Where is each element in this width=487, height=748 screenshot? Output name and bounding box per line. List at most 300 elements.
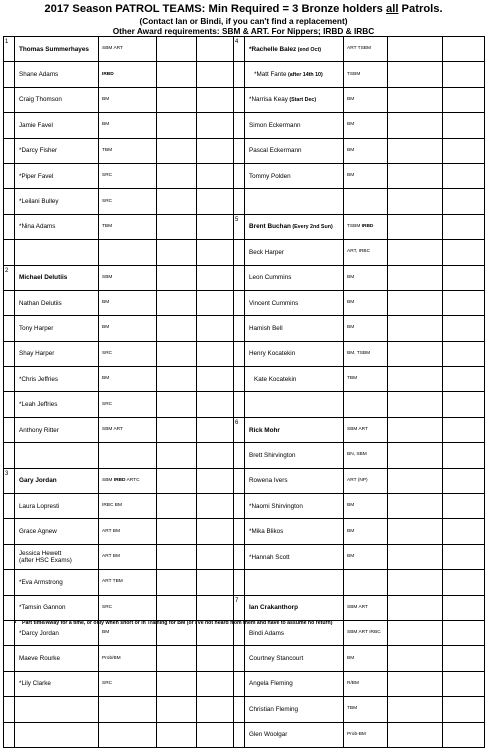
blank-cell: [157, 138, 197, 163]
blank-cell: [388, 163, 443, 188]
blank-cell: [197, 570, 234, 595]
member-name: [245, 37, 344, 62]
table-row: [4, 646, 485, 671]
award-text: SRC: [102, 198, 113, 204]
member-awards: [344, 646, 388, 671]
patrol-number: [4, 113, 15, 138]
award-text: SRC: [102, 350, 113, 356]
member-name: [245, 290, 344, 315]
blank-cell: [388, 138, 443, 163]
member-awards: [344, 240, 388, 265]
patrol-number: [4, 189, 15, 214]
award-text: SRC: [102, 680, 113, 686]
member-awards: [344, 214, 388, 239]
footer-note: [14, 620, 333, 626]
blank-cell: [157, 341, 197, 366]
member-name: [245, 163, 344, 188]
member-name-text: *Darcy Jordan: [19, 629, 59, 637]
patrol-number: [234, 443, 245, 468]
blank-cell: [197, 163, 234, 188]
member-name-line: Jessica Hewett: [19, 549, 62, 557]
award-text: BM: [347, 554, 355, 559]
member-name: [245, 595, 344, 620]
blank-cell: [388, 87, 443, 112]
blank-cell: [443, 87, 485, 112]
blank-cell: [443, 392, 485, 417]
patrol-number: [4, 620, 15, 645]
award-text: BM: [347, 147, 355, 153]
bullet-icon: •: [14, 620, 17, 626]
award-text: SRC: [102, 173, 113, 179]
table-row: [4, 138, 485, 163]
member-name-text: Rick Mohr: [249, 426, 280, 434]
member-name-text: *Lily Clarke: [19, 680, 51, 688]
award-text: SBM ART: [102, 46, 123, 52]
member-name: [15, 214, 99, 239]
patrol-number: [4, 138, 15, 163]
blank-cell: [157, 240, 197, 265]
award-text: SBM: [102, 274, 113, 280]
table-row: [4, 392, 485, 417]
blank-cell: [388, 290, 443, 315]
member-awards: [99, 570, 157, 595]
award-text: BM: [347, 173, 355, 179]
table-row: [4, 163, 485, 188]
award-text: ART, IRBC: [347, 249, 371, 255]
member-name-text: *Chris Jeffries: [19, 375, 59, 383]
member-awards: [344, 544, 388, 569]
award-text: BM: [347, 325, 355, 331]
award-text: TBM: [102, 147, 113, 153]
blank-cell: [197, 417, 234, 442]
member-name: [245, 214, 344, 239]
blank-cell: [197, 240, 234, 265]
patrol-number: [234, 671, 245, 696]
blank-cell: [443, 570, 485, 595]
table-row: [4, 519, 485, 544]
member-name: [15, 316, 99, 341]
blank-cell: [157, 494, 197, 519]
title-text: 2017 Season PATROL TEAMS: Min Required = 3 Bronze holders: [44, 3, 386, 15]
blank-cell: [197, 722, 234, 747]
award-text: SBM ART: [347, 427, 368, 433]
member-name: [245, 367, 344, 392]
blank-cell: [388, 214, 443, 239]
member-name: [15, 392, 99, 417]
patrol-number: [4, 544, 15, 569]
patrol-number: [4, 62, 15, 87]
award-text: SBM ART: [102, 427, 123, 433]
member-awards: [99, 595, 157, 620]
member-name: [15, 697, 99, 722]
blank-cell: [157, 62, 197, 87]
member-awards: [344, 417, 388, 442]
member-awards: [344, 595, 388, 620]
blank-cell: [157, 417, 197, 442]
member-name: [245, 417, 344, 442]
patrol-number: 7: [234, 595, 245, 620]
member-name-text: *Nina Adams: [19, 223, 56, 231]
blank-cell: [443, 544, 485, 569]
member-awards: [99, 367, 157, 392]
table-row: [4, 722, 485, 747]
patrol-number: [234, 138, 245, 163]
contact-note: (Contact Ian or Bindi, if you can't find a replacement): [139, 16, 348, 26]
member-awards: [99, 138, 157, 163]
table-row: [4, 341, 485, 366]
patrol-number: [234, 113, 245, 138]
member-name-text: Tony Harper: [19, 324, 54, 332]
member-awards: [344, 671, 388, 696]
blank-cell: [197, 697, 234, 722]
award-text: ART (NP): [347, 477, 368, 483]
footer-text: Part time/Away for a time, or only when short or in Training for BM (or I've not heard from them and have to assume no return): [22, 620, 333, 626]
patrol-number: [234, 265, 245, 290]
member-awards: [99, 163, 157, 188]
blank-cell: [197, 646, 234, 671]
blank-cell: [157, 671, 197, 696]
blank-cell: [443, 722, 485, 747]
patrol-number: 1: [4, 37, 15, 62]
blank-cell: [197, 544, 234, 569]
blank-cell: [443, 138, 485, 163]
award-text: Prob-BM: [347, 731, 366, 737]
patrol-number: [234, 646, 245, 671]
award-text: ART TBM: [102, 579, 123, 585]
member-awards: [344, 87, 388, 112]
patrol-number: [4, 214, 15, 239]
member-awards: [344, 37, 388, 62]
award-text: SRC: [102, 401, 113, 407]
table-row: [4, 595, 485, 620]
member-name: [15, 341, 99, 366]
member-awards: [99, 189, 157, 214]
member-name: [245, 697, 344, 722]
blank-cell: [157, 519, 197, 544]
member-awards: [99, 722, 157, 747]
patrol-number: [234, 570, 245, 595]
blank-cell: [157, 722, 197, 747]
member-name-text: *Naomi Shirvington: [249, 502, 303, 510]
award-text: BM: [102, 96, 110, 102]
member-name-text: Nathan Delutiis: [19, 299, 62, 307]
blank-cell: [443, 341, 485, 366]
member-name: [15, 290, 99, 315]
patrol-number: [4, 494, 15, 519]
blank-cell: [443, 494, 485, 519]
member-name-text: Kate Kocatekin: [254, 375, 297, 383]
member-name: [15, 367, 99, 392]
table-row: [4, 290, 485, 315]
blank-cell: [388, 544, 443, 569]
member-name-text: *Hannah Scott: [249, 553, 290, 561]
member-name: [245, 189, 344, 214]
blank-cell: [388, 113, 443, 138]
blank-cell: [443, 214, 485, 239]
blank-cell: [388, 494, 443, 519]
blank-cell: [197, 265, 234, 290]
award-text: BM: [347, 274, 355, 280]
blank-cell: [388, 468, 443, 493]
member-name-text: *Leah Jeffries: [19, 401, 58, 409]
member-name-text: Tommy Polden: [249, 172, 291, 180]
member-name: [245, 671, 344, 696]
award-text: ART BM: [102, 554, 120, 559]
member-name: [15, 570, 99, 595]
patrol-number: [234, 722, 245, 747]
patrol-number: [234, 697, 245, 722]
table-row: [4, 113, 485, 138]
patrol-number: [4, 570, 15, 595]
award-text: BM: [102, 122, 110, 128]
table-row: [4, 265, 485, 290]
award-text: BM: [347, 300, 355, 306]
member-name: [245, 138, 344, 163]
member-name-text: Courtney Stancourt: [249, 655, 304, 663]
member-awards: [99, 646, 157, 671]
award-text: BM, TSBM: [347, 350, 371, 356]
award-text: BM: [102, 630, 110, 636]
member-awards: [99, 671, 157, 696]
member-name-text: Jamie Favel: [19, 121, 53, 129]
patrol-number: [4, 671, 15, 696]
award-text: R/BM: [347, 680, 359, 686]
blank-cell: [443, 519, 485, 544]
member-name-text: Vincent Cummins: [249, 299, 299, 307]
member-name-text: Thomas Summerhayes: [19, 45, 89, 53]
blank-cell: [388, 595, 443, 620]
patrol-number: 6: [234, 417, 245, 442]
blank-cell: [443, 595, 485, 620]
table-row: [4, 570, 485, 595]
member-name: [245, 240, 344, 265]
member-awards: [99, 392, 157, 417]
patrol-number: [234, 316, 245, 341]
member-name-text: Anthony Ritter: [19, 426, 59, 434]
blank-cell: [157, 113, 197, 138]
blank-cell: [157, 468, 197, 493]
patrol-number: [4, 290, 15, 315]
member-name: [245, 519, 344, 544]
blank-cell: [388, 316, 443, 341]
blank-cell: [197, 138, 234, 163]
patrol-number: [4, 87, 15, 112]
blank-cell: [388, 341, 443, 366]
patrol-number: [4, 646, 15, 671]
patrol-number: [4, 443, 15, 468]
blank-cell: [157, 646, 197, 671]
member-name: [245, 544, 344, 569]
member-name-text: Brett Shirvington: [249, 451, 296, 459]
award-text: TSBM: [347, 71, 361, 77]
blank-cell: [157, 392, 197, 417]
blank-cell: [157, 570, 197, 595]
blank-cell: [197, 316, 234, 341]
patrol-number: 2: [4, 265, 15, 290]
patrol-number: [4, 240, 15, 265]
member-awards: [344, 341, 388, 366]
blank-cell: [197, 367, 234, 392]
member-name: [15, 646, 99, 671]
member-awards: [344, 113, 388, 138]
member-name: [245, 443, 344, 468]
table-row: [4, 367, 485, 392]
patrol-number: [234, 519, 245, 544]
member-awards: [344, 697, 388, 722]
member-awards: [99, 240, 157, 265]
table-row: [4, 214, 485, 239]
award-text: BM: [102, 376, 110, 382]
table-row: [4, 62, 485, 87]
award-text: SRC: [102, 604, 113, 610]
blank-cell: [443, 443, 485, 468]
award-text: ART TSBM: [347, 46, 371, 52]
blank-cell: [157, 367, 197, 392]
member-name: [15, 62, 99, 87]
member-name: [15, 87, 99, 112]
member-name: [15, 544, 99, 569]
award-text: BM: [347, 655, 355, 661]
blank-cell: [388, 189, 443, 214]
blank-cell: [197, 37, 234, 62]
member-awards: [99, 544, 157, 569]
table-row: [4, 468, 485, 493]
patrol-number: [234, 367, 245, 392]
patrol-number: [234, 240, 245, 265]
blank-cell: [443, 417, 485, 442]
member-name-text: Henry Kocatekin: [249, 350, 296, 358]
member-awards: [344, 519, 388, 544]
patrol-number: [4, 163, 15, 188]
member-name-text: Hamish Bell: [249, 324, 283, 332]
member-awards: [344, 290, 388, 315]
member-name: [15, 163, 99, 188]
blank-cell: [157, 189, 197, 214]
patrol-number: [4, 341, 15, 366]
blank-cell: [443, 697, 485, 722]
patrol-number: [4, 697, 15, 722]
award-text: BM: [347, 122, 355, 128]
blank-cell: [388, 519, 443, 544]
member-awards: [99, 443, 157, 468]
award-text: ART BM: [102, 528, 120, 534]
member-name-text: Grace Agnew: [19, 528, 57, 536]
title-end: Patrols.: [398, 3, 443, 15]
title-underlined-word: all: [386, 3, 399, 15]
blank-cell: [157, 544, 197, 569]
table-row: [4, 189, 485, 214]
blank-cell: [388, 722, 443, 747]
table-row: [4, 544, 485, 569]
member-name-text: *Leilani Bulley: [19, 198, 59, 206]
patrol-number: [234, 163, 245, 188]
blank-cell: [157, 697, 197, 722]
blank-cell: [443, 265, 485, 290]
member-name-text: *Narrisa Keay: [249, 96, 288, 104]
blank-cell: [443, 163, 485, 188]
member-name: [245, 113, 344, 138]
member-availability-note: (end Oct): [296, 46, 321, 53]
blank-cell: [197, 392, 234, 417]
blank-cell: [443, 620, 485, 645]
award-text: BM: [347, 96, 355, 102]
award-text-extra: ARTC: [126, 477, 140, 483]
member-name: [245, 62, 344, 87]
member-awards: [344, 316, 388, 341]
award-text: Prob/BM: [102, 655, 121, 661]
member-awards: [344, 570, 388, 595]
member-name: [245, 722, 344, 747]
member-name-text: *Mika Blikos: [249, 528, 284, 536]
blank-cell: [388, 443, 443, 468]
award-text: BM: [102, 325, 110, 331]
member-awards: [344, 620, 388, 645]
member-awards: [99, 468, 157, 493]
member-awards: [99, 290, 157, 315]
member-awards: [344, 367, 388, 392]
patrol-number: [4, 367, 15, 392]
member-awards: [99, 265, 157, 290]
blank-cell: [443, 290, 485, 315]
member-name-text: *Eva Armstrong: [19, 578, 63, 586]
blank-cell: [443, 671, 485, 696]
blank-cell: [443, 62, 485, 87]
blank-cell: [388, 620, 443, 645]
blank-cell: [197, 595, 234, 620]
member-name: [245, 468, 344, 493]
patrol-table: [3, 36, 485, 748]
blank-cell: [388, 367, 443, 392]
member-name-text: Christian Fleming: [249, 705, 298, 713]
member-name-text: Craig Thomson: [19, 96, 62, 104]
award-text-bold: IRBD: [113, 477, 126, 483]
member-name: [15, 138, 99, 163]
patrol-number: [234, 392, 245, 417]
blank-cell: [197, 62, 234, 87]
award-text-bold: IRBD: [361, 223, 374, 229]
member-awards: [99, 214, 157, 239]
award-text: IRBC BM: [102, 503, 122, 509]
blank-cell: [157, 265, 197, 290]
patrol-number: [4, 722, 15, 747]
blank-cell: [443, 240, 485, 265]
member-name-text: Simon Eckermann: [249, 121, 301, 129]
member-awards: [344, 722, 388, 747]
patrol-number: 4: [234, 37, 245, 62]
patrol-number: [234, 341, 245, 366]
blank-cell: [157, 316, 197, 341]
member-awards: [99, 87, 157, 112]
member-name-text: Glen Woolgar: [249, 731, 288, 739]
member-name-text: *Darcy Fisher: [19, 147, 58, 155]
member-name: [245, 341, 344, 366]
blank-cell: [388, 37, 443, 62]
award-text: SBM ART: [347, 604, 368, 610]
blank-cell: [388, 697, 443, 722]
patrol-number: [234, 87, 245, 112]
member-name-text: Shane Adams: [19, 71, 59, 79]
patrol-number: [4, 417, 15, 442]
member-name-text: Ian Crakanthorp: [249, 604, 299, 612]
member-name: [15, 595, 99, 620]
member-awards: [99, 494, 157, 519]
blank-cell: [157, 87, 197, 112]
patrol-number: [4, 595, 15, 620]
blank-cell: [157, 290, 197, 315]
member-awards: [344, 189, 388, 214]
member-name: [15, 417, 99, 442]
member-availability-note: (Every 2nd Sun): [290, 224, 333, 231]
